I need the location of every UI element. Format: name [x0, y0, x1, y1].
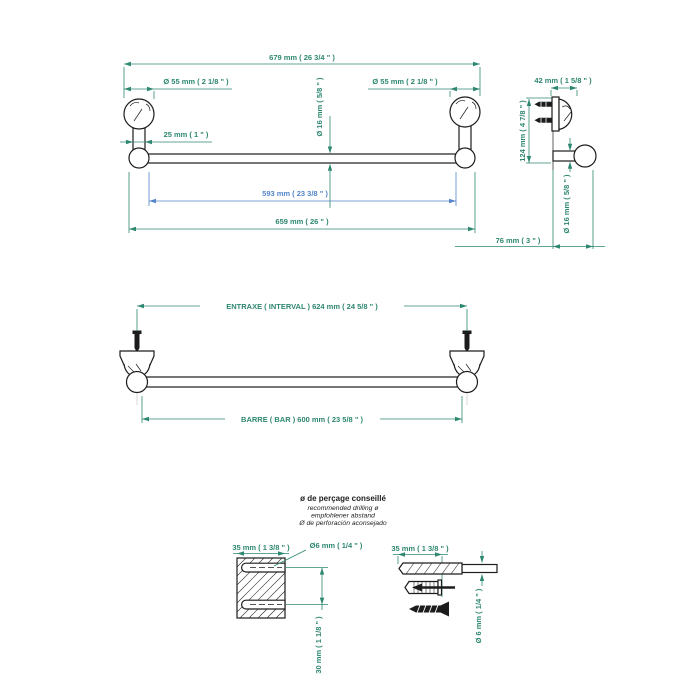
- dim-hole-spacing: [286, 568, 328, 674]
- dim-hole-diameter-label: Ø6 mm ( 1/4 " ): [309, 541, 363, 550]
- dim-depth: [534, 76, 592, 96]
- dim-projection: [455, 170, 605, 249]
- mounting-left-ball: [127, 372, 148, 393]
- wall-section-detail: [232, 541, 363, 674]
- dim-height-label: 124 mm ( 4 7/8 " ): [518, 100, 527, 162]
- bar: [139, 154, 465, 163]
- wall-plate: [552, 97, 559, 131]
- drill-shank: [462, 565, 497, 573]
- dim-inner-length: [149, 172, 456, 206]
- dim-knob-diameter-left-label: Ø 55 mm ( 2 1/8 " ): [163, 77, 229, 86]
- side-view: [455, 76, 605, 249]
- dim-depth-label: 42 mm ( 1 5/8 " ): [534, 76, 592, 85]
- mounting-right-ball: [457, 372, 478, 393]
- dim-overall-width-label: 679 mm ( 26 3/4 " ): [269, 53, 335, 62]
- dim-bar-length-label: BARRE ( BAR ) 600 mm ( 23 5/8 " ): [241, 415, 363, 424]
- dim-post-width-label: 25 mm ( 1 " ): [163, 130, 209, 139]
- dim-bar-diameter-label: Ø 16 mm ( 5/8 " ): [315, 77, 324, 137]
- wall-plug: [405, 580, 455, 595]
- right-mounting-screw: [463, 331, 472, 353]
- dim-hole-spacing-label: 30 mm ( 1 1/8 " ): [314, 616, 323, 674]
- mounting-view: [120, 302, 484, 424]
- left-bar-ball: [129, 148, 149, 168]
- right-bracket-cap: [450, 351, 484, 365]
- right-bar-ball: [455, 148, 475, 168]
- dim-hole-depth-left: [232, 543, 290, 556]
- left-bracket-cap: [120, 351, 154, 365]
- mounting-screw-item: [409, 602, 449, 617]
- lower-screw: [535, 118, 554, 123]
- dim-outer-length: [129, 172, 475, 233]
- dim-knob-diameter-left: [124, 77, 232, 99]
- dim-side-bar-diameter-label: Ø 16 mm ( 5/8 " ): [562, 174, 571, 234]
- drilling-subtitle-es: Ø de perforación aconsejado: [299, 520, 387, 527]
- mounting-bar: [137, 377, 467, 387]
- drilling-subtitle-de: empfohlener abstand: [311, 512, 375, 520]
- dim-hole-depth-left-label: 35 mm ( 1 3/8 " ): [232, 543, 290, 552]
- dim-interval: [137, 302, 467, 331]
- dim-projection-label: 76 mm ( 3 " ): [495, 236, 541, 245]
- dim-outer-length-label: 659 mm ( 26 " ): [275, 217, 329, 226]
- drilling-subtitle-en: recommended drilling ø: [307, 505, 379, 512]
- fasteners-detail: [391, 544, 497, 643]
- dim-inner-length-label: 593 mm ( 23 3/8 " ): [262, 189, 328, 198]
- dim-height: [518, 98, 552, 163]
- dim-overall-width: [124, 53, 480, 98]
- dim-drill-diameter-label: Ø 6 mm ( 1/4 " ): [474, 588, 483, 644]
- dim-interval-label: ENTRAXE ( INTERVAL ) 624 mm ( 24 5/8 " ): [226, 302, 378, 311]
- upper-screw: [535, 102, 554, 107]
- arm-ball: [574, 145, 596, 167]
- drilling-title: ø de perçage conseillé: [300, 494, 386, 503]
- dim-knob-diameter-right-label: Ø 55 mm ( 2 1/8 " ): [372, 77, 438, 86]
- dim-knob-diameter-right: [368, 77, 480, 97]
- dim-bar-length: [142, 396, 462, 424]
- drilling-detail: [232, 494, 497, 674]
- screw-head: [441, 602, 450, 617]
- front-view: [120, 53, 480, 233]
- left-mounting-screw: [133, 331, 142, 353]
- knob-side: [559, 99, 572, 130]
- dim-drill-length-label: 35 mm ( 1 3/8 " ): [391, 544, 449, 553]
